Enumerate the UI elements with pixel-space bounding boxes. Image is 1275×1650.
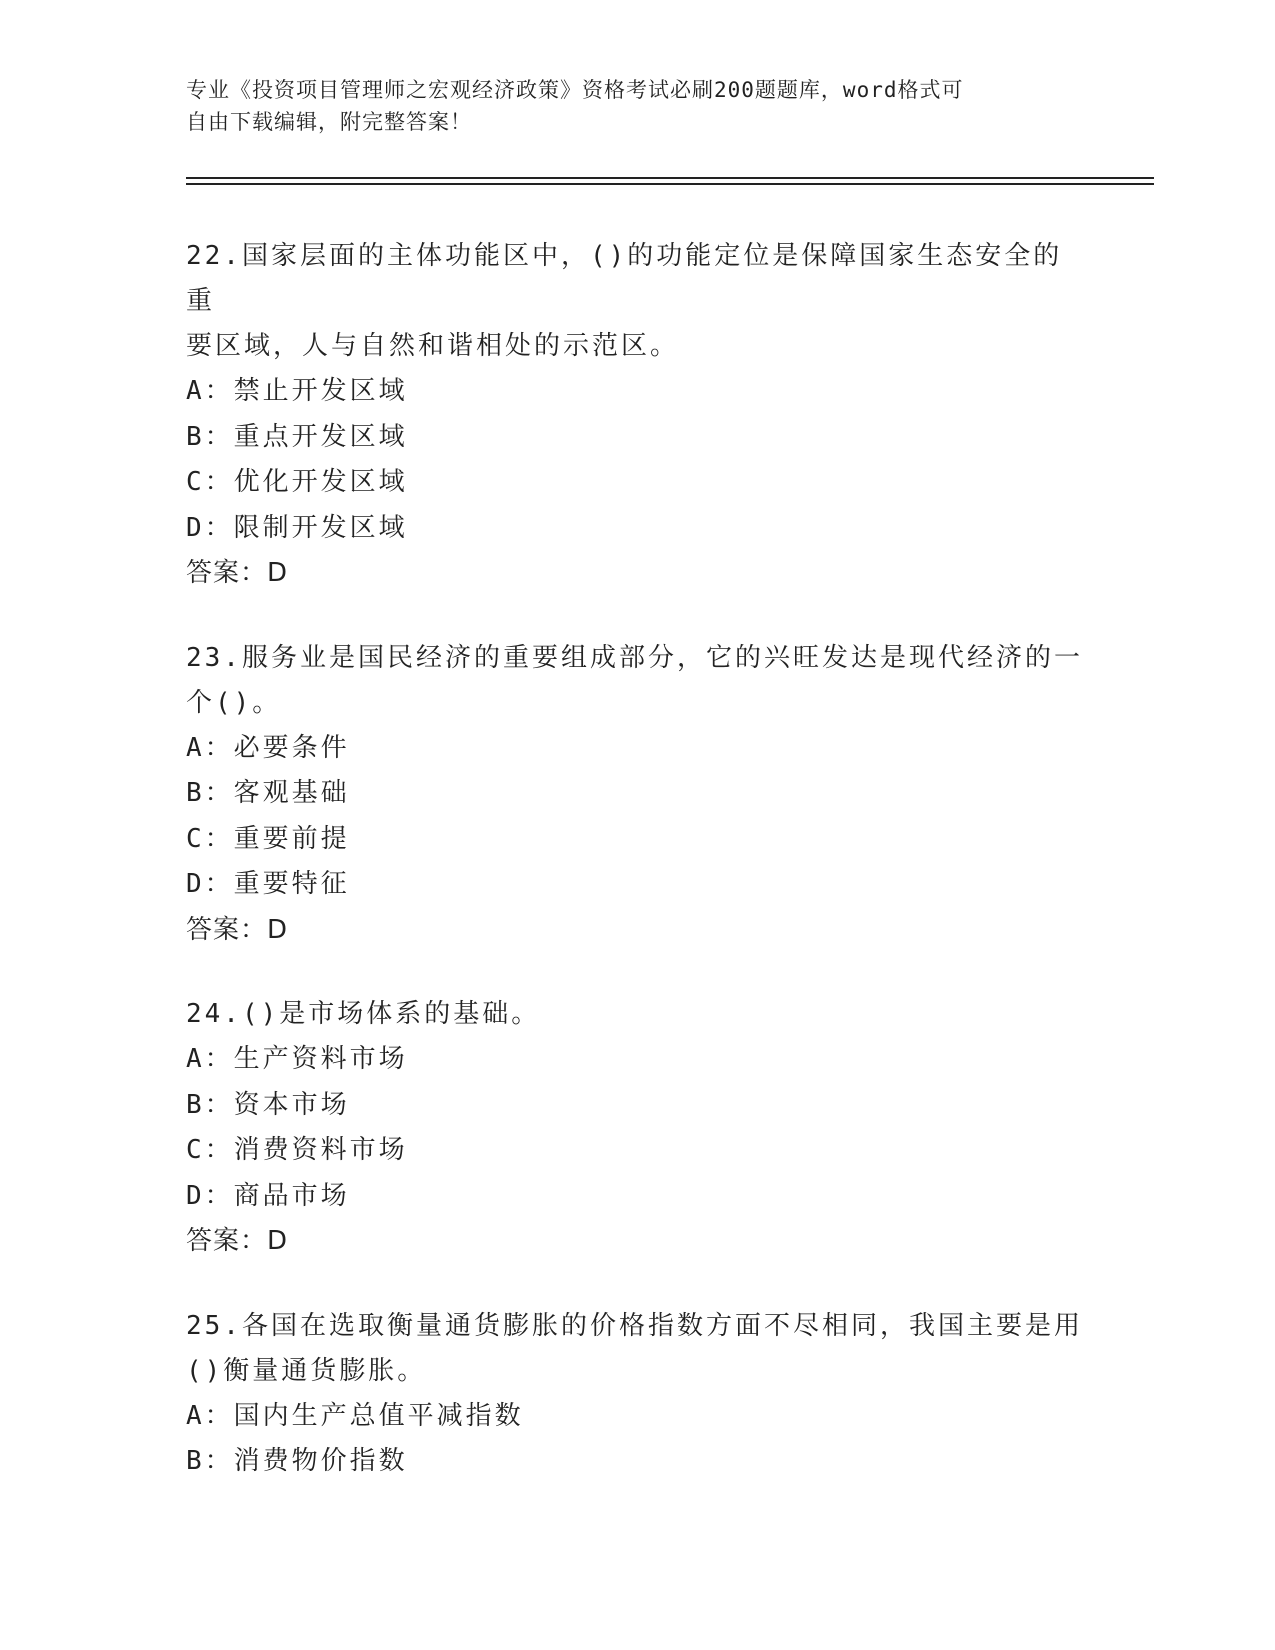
header-line-1: 专业《投资项目管理师之宏观经济政策》资格考试必刷200题题库，word格式可 (186, 78, 964, 102)
answer: 答案：D (186, 914, 289, 945)
option-a: A：必要条件 (186, 732, 350, 763)
header-divider-bottom (186, 183, 1154, 185)
option-c: C：优化开发区域 (186, 467, 408, 497)
option-d: D：限制开发区域 (186, 512, 408, 543)
header-line-2: 自由下载编辑，附完整答案！ (186, 110, 472, 134)
option-b: B：资本市场 (186, 1089, 350, 1120)
option-b: B：重点开发区域 (186, 421, 408, 452)
question-text: 要区域，人与自然和谐相处的示范区。 (186, 331, 680, 361)
option-d: D：重要特征 (186, 869, 350, 899)
question-text: 个()。 (186, 687, 282, 718)
option-a: A：禁止开发区域 (186, 376, 408, 406)
question-list (186, 234, 1086, 1524)
header-divider-top (186, 177, 1154, 179)
option-b: B：消费物价指数 (186, 1446, 408, 1476)
answer: 答案：D (186, 1226, 289, 1256)
question-25 (186, 1304, 1086, 1485)
option-d: D：商品市场 (186, 1180, 350, 1211)
question-text: 23.服务业是国民经济的重要组成部分，它的兴旺发达是现代经济的一 (186, 642, 1083, 673)
option-a: A：国内生产总值平减指数 (186, 1400, 524, 1431)
question-22 (186, 234, 1086, 597)
question-text: 22.国家层面的主体功能区中，()的功能定位是保障国家生态安全的重 (186, 241, 1063, 316)
question-text: ()衡量通货膨胀。 (186, 1355, 427, 1386)
document-header (186, 74, 1066, 138)
question-24 (186, 992, 1086, 1265)
option-a: A：生产资料市场 (186, 1044, 408, 1074)
question-23 (186, 636, 1086, 954)
option-c: C：重要前提 (186, 823, 350, 854)
option-c: C：消费资料市场 (186, 1135, 408, 1165)
option-b: B：客观基础 (186, 778, 350, 808)
question-text: 25.各国在选取衡量通货膨胀的价格指数方面不尽相同，我国主要是用 (186, 1310, 1083, 1341)
question-text: 24.()是市场体系的基础。 (186, 999, 541, 1029)
answer: 答案：D (186, 558, 289, 588)
